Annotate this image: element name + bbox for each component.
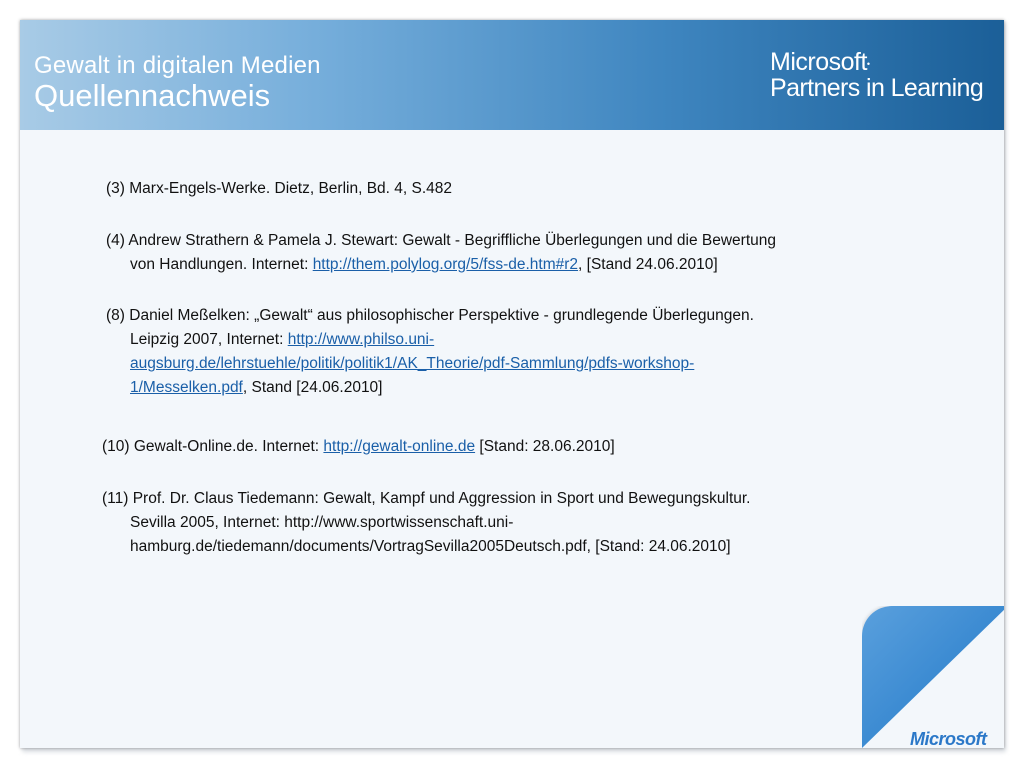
reference-line: Leipzig 2007, Internet: http://www.philso.uni- [130, 331, 435, 348]
reference-line: (8) Daniel Meßelken: „Gewalt“ aus philosophischer Perspektive - grundlegende Überlegungen. [106, 307, 754, 324]
slide-title: Quellennachweis [34, 78, 271, 113]
slide [20, 20, 1004, 748]
slide-header [20, 20, 1004, 130]
reference-line: 1/Messelken.pdf, Stand [24.06.2010] [130, 379, 383, 396]
reference-3 [106, 177, 452, 201]
reference-line: (11) Prof. Dr. Claus Tiedemann: Gewalt, Kampf und Aggression in Sport und Bewegungskultur. [102, 490, 751, 507]
reference-line: (4) Andrew Strathern & Pamela J. Stewart: Gewalt - Begriffliche Überlegungen und die Bewertung [106, 232, 777, 249]
slide-subtitle: Gewalt in digitalen Medien [34, 52, 321, 79]
partners-in-learning-logo: Microsoft• Partners in Learning [770, 48, 984, 102]
reference-line: von Handlungen. Internet: http://them.polylog.org/5/fss-de.htm#r2, [Stand 24.06.2010] [130, 256, 718, 273]
reference-11 [102, 487, 750, 559]
page-curl-decoration [862, 606, 1004, 748]
reference-link[interactable]: http://www.philso.uni- [287, 331, 435, 348]
reference-line [106, 352, 754, 376]
reference-line: (10) Gewalt-Online.de. Internet: http://gewalt-online.de [Stand: 28.06.2010] [102, 438, 615, 455]
microsoft-logo: Microsoft [910, 729, 987, 749]
brand-line2: Partners in Learning [770, 74, 984, 102]
reference-link[interactable]: augsburg.de/lehrstuehle/politik/politik1/AK_Theorie/pdf-Sammlung/pdfs-workshop- [130, 355, 695, 372]
reference-8 [106, 304, 754, 400]
reference-4 [106, 229, 776, 277]
reference-link[interactable]: 1/Messelken.pdf [130, 379, 243, 396]
reference-line: (3) Marx-Engels-Werke. Dietz, Berlin, Bd. 4, S.482 [106, 180, 453, 197]
brand-line1: Microsoft [770, 48, 867, 76]
reference-10 [102, 435, 615, 459]
reference-line: hamburg.de/tiedemann/documents/VortragSevilla2005Deutsch.pdf, [Stand: 24.06.2010] [130, 538, 731, 555]
reference-link[interactable]: http://them.polylog.org/5/fss-de.htm#r2 [312, 256, 579, 273]
reference-link[interactable]: http://gewalt-online.de [323, 438, 476, 455]
reference-line: Sevilla 2005, Internet: http://www.sportwissenschaft.uni- [130, 514, 514, 531]
